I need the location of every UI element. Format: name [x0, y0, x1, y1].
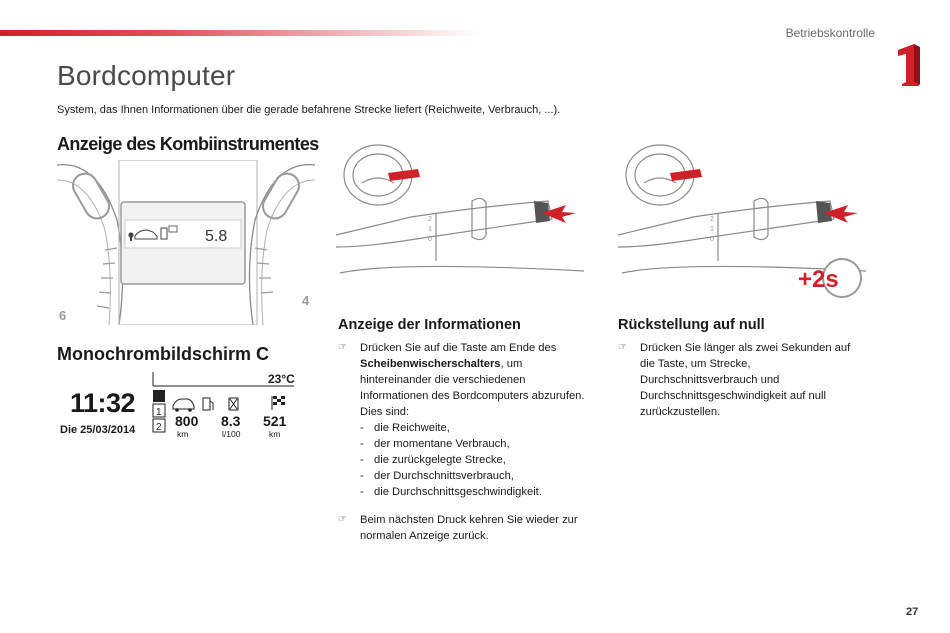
gauge-left-number: 6	[59, 308, 67, 323]
page-number: 27	[906, 606, 919, 618]
svg-text:0: 0	[428, 236, 432, 243]
hand-pointer-icon: ☞	[338, 514, 347, 525]
instrument-heading: Anzeige des Kombiinstrumentes	[57, 134, 319, 154]
reset-bullet-text: Drücken Sie länger als zwei Sekunden auf die Taste, um Strecke, Durchschnittsverbrauch und Durchschnittsgeschwindigkeit auf null zurückzustellen.	[640, 342, 851, 418]
unit-distance: km	[269, 429, 281, 439]
svg-text:1: 1	[428, 226, 432, 233]
steering-pointer-icon	[670, 169, 702, 181]
chapter-number	[896, 44, 922, 86]
mono-heading: Monochrombildschirm C	[57, 344, 270, 364]
display-value: 5.8	[205, 228, 228, 245]
value-distance: 521	[263, 413, 287, 429]
tab-1-label: 1	[156, 407, 162, 418]
fuel-consumption-icon	[229, 398, 238, 410]
svg-text:0: 0	[710, 236, 714, 243]
header-accent-bar	[0, 30, 480, 36]
anzeige-bullet-2	[338, 512, 588, 544]
anzeige-bullet1-part1: Drücken Sie auf die Taste am Ende des	[360, 342, 557, 354]
anzeige-bullet-1	[338, 340, 588, 404]
svg-text:1: 1	[710, 226, 714, 233]
list-item: - die zurückgelegte Strecke,	[360, 452, 588, 468]
intro-text: System, das Ihnen Informationen über die gerade befahrene Strecke liefert (Reichweite, Verbrauch, ...).	[57, 104, 561, 116]
value-consumption: 8.3	[221, 413, 241, 429]
list-item: - der momentane Verbrauch,	[360, 436, 588, 452]
page-title: Bordcomputer	[57, 60, 236, 91]
reset-bullet	[618, 340, 858, 420]
fuel-pump-icon	[203, 398, 213, 410]
svg-text:2: 2	[710, 216, 714, 223]
reset-heading: Rückstellung auf null	[618, 317, 765, 333]
date: Die 25/03/2014	[60, 424, 136, 436]
anzeige-bullet1-part2: , um hintereinander die verschiedenen Informationen des Bordcomputers abzurufen.	[360, 358, 585, 402]
anzeige-bullet2-text: Beim nächsten Druck kehren Sie wieder zur normalen Anzeige zurück.	[360, 514, 578, 542]
reset-body	[618, 340, 858, 420]
section-title: Betriebskontrolle	[785, 26, 875, 40]
steering-pointer-icon	[388, 169, 420, 181]
checkered-flag-icon	[272, 396, 285, 410]
unit-range: km	[177, 429, 189, 439]
plus-2s-label: +2s	[798, 266, 839, 293]
temperature: 23°C	[268, 372, 295, 386]
svg-text:2: 2	[428, 216, 432, 223]
plus-2s-badge	[796, 256, 866, 304]
anzeige-body	[338, 340, 588, 544]
list-item: - der Durchschnittsverbrauch,	[360, 468, 588, 484]
unit-consumption: l/100	[222, 429, 241, 439]
hand-pointer-icon: ☞	[338, 342, 347, 353]
car-tab-icon	[153, 390, 165, 402]
anzeige-list	[338, 420, 588, 500]
list-item: - die Reichweite,	[360, 420, 588, 436]
instrument-cluster-image	[57, 160, 315, 325]
hand-pointer-icon: ☞	[618, 342, 627, 353]
anzeige-heading: Anzeige der Informationen	[338, 317, 521, 333]
value-range: 800	[175, 413, 199, 429]
list-item: - die Durchschnittsgeschwindigkeit.	[360, 484, 588, 500]
anzeige-bullet1-bold: Scheibenwischerschalters	[360, 358, 501, 370]
clock: 11:32	[70, 388, 136, 418]
car-icon	[173, 399, 194, 412]
anzeige-list-intro: Dies sind:	[360, 406, 410, 418]
gauge-right-number: 4	[302, 293, 310, 308]
wiper-stalk-illustration	[336, 143, 586, 275]
tab-2-label: 2	[156, 422, 162, 433]
